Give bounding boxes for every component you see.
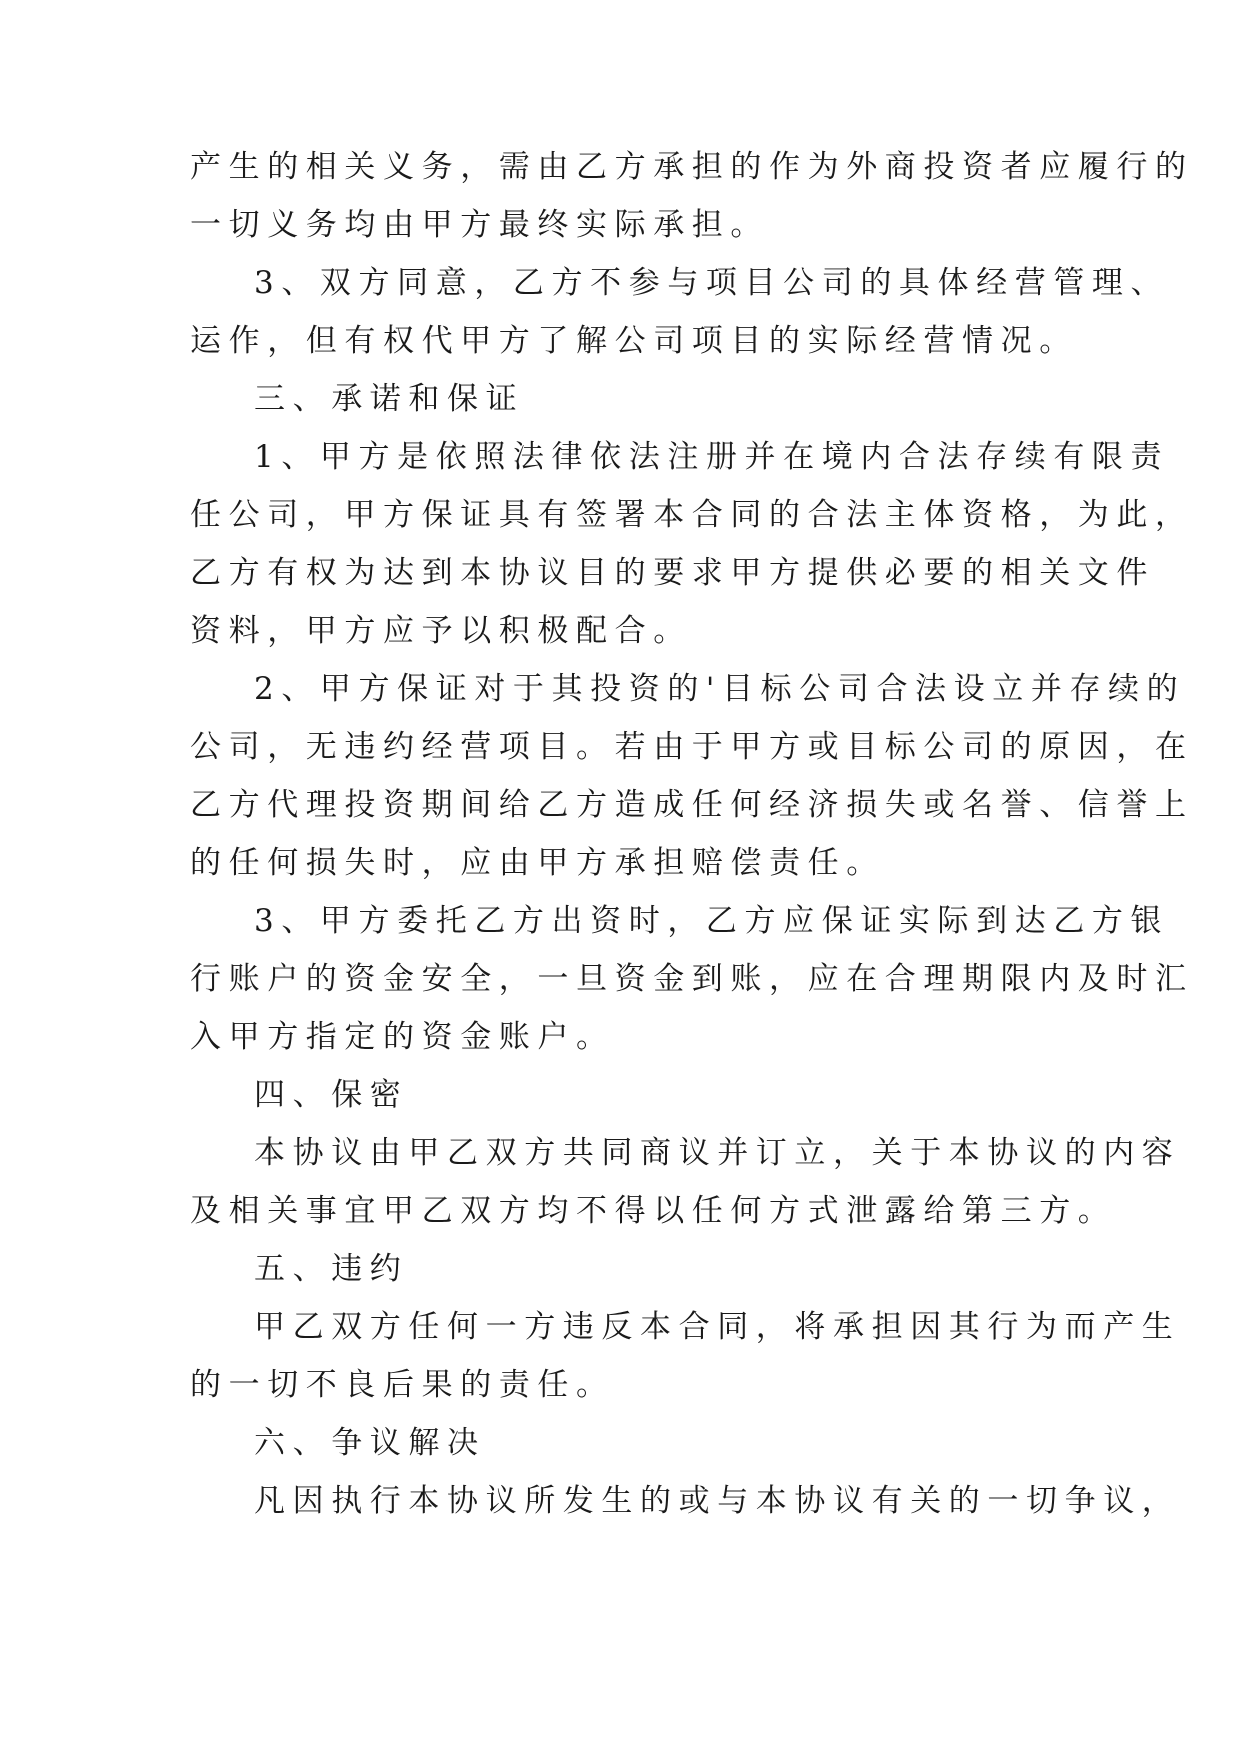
- text-line: 一切义务均由甲方最终实际承担。: [190, 207, 769, 243]
- text-line: 3、双方同意，乙方不参与项目公司的具体经营管理、: [254, 265, 1170, 301]
- text-line: 乙方代理投资期间给乙方造成任何经济损失或名誉、信誉上: [190, 787, 1194, 823]
- text-line: 任公司，甲方保证具有签署本合同的合法主体资格，为此，: [190, 497, 1194, 533]
- text-line: 运作，但有权代甲方了解公司项目的实际经营情况。: [190, 323, 1078, 359]
- text-line: 3、甲方委托乙方出资时，乙方应保证实际到达乙方银: [254, 903, 1170, 939]
- text-line: 的一切不良后果的责任。: [190, 1367, 615, 1403]
- text-line: 乙方有权为达到本协议目的要求甲方提供必要的相关文件: [190, 555, 1155, 591]
- section-heading: 四、保密: [254, 1077, 409, 1113]
- section-heading: 六、争议解决: [254, 1425, 486, 1461]
- text-line: 凡因执行本协议所发生的或与本协议有关的一切争议，: [254, 1483, 1181, 1519]
- text-line: 公司，无违约经营项目。若由于甲方或目标公司的原因，在: [190, 729, 1194, 765]
- text-line: 行账户的资金安全，一旦资金到账，应在合理期限内及时汇: [190, 961, 1194, 997]
- text-line: 2、甲方保证对于其投资的'目标公司合法设立并存续的: [254, 671, 1186, 707]
- text-line: 甲乙双方任何一方违反本合同，将承担因其行为而产生: [254, 1309, 1181, 1345]
- text-line: 资料，甲方应予以积极配合。: [190, 613, 692, 649]
- text-line: 入甲方指定的资金账户。: [190, 1019, 615, 1055]
- text-line: 1、甲方是依照法律依法注册并在境内合法存续有限责: [254, 439, 1170, 475]
- text-line: 的任何损失时，应由甲方承担赔偿责任。: [190, 845, 885, 881]
- text-line: 本协议由甲乙双方共同商议并订立，关于本协议的内容: [254, 1135, 1181, 1171]
- text-line: 产生的相关义务，需由乙方承担的作为外商投资者应履行的: [190, 149, 1194, 185]
- section-heading: 三、承诺和保证: [254, 381, 525, 417]
- text-line: 及相关事宜甲乙双方均不得以任何方式泄露给第三方。: [190, 1193, 1117, 1229]
- section-heading: 五、违约: [254, 1251, 409, 1287]
